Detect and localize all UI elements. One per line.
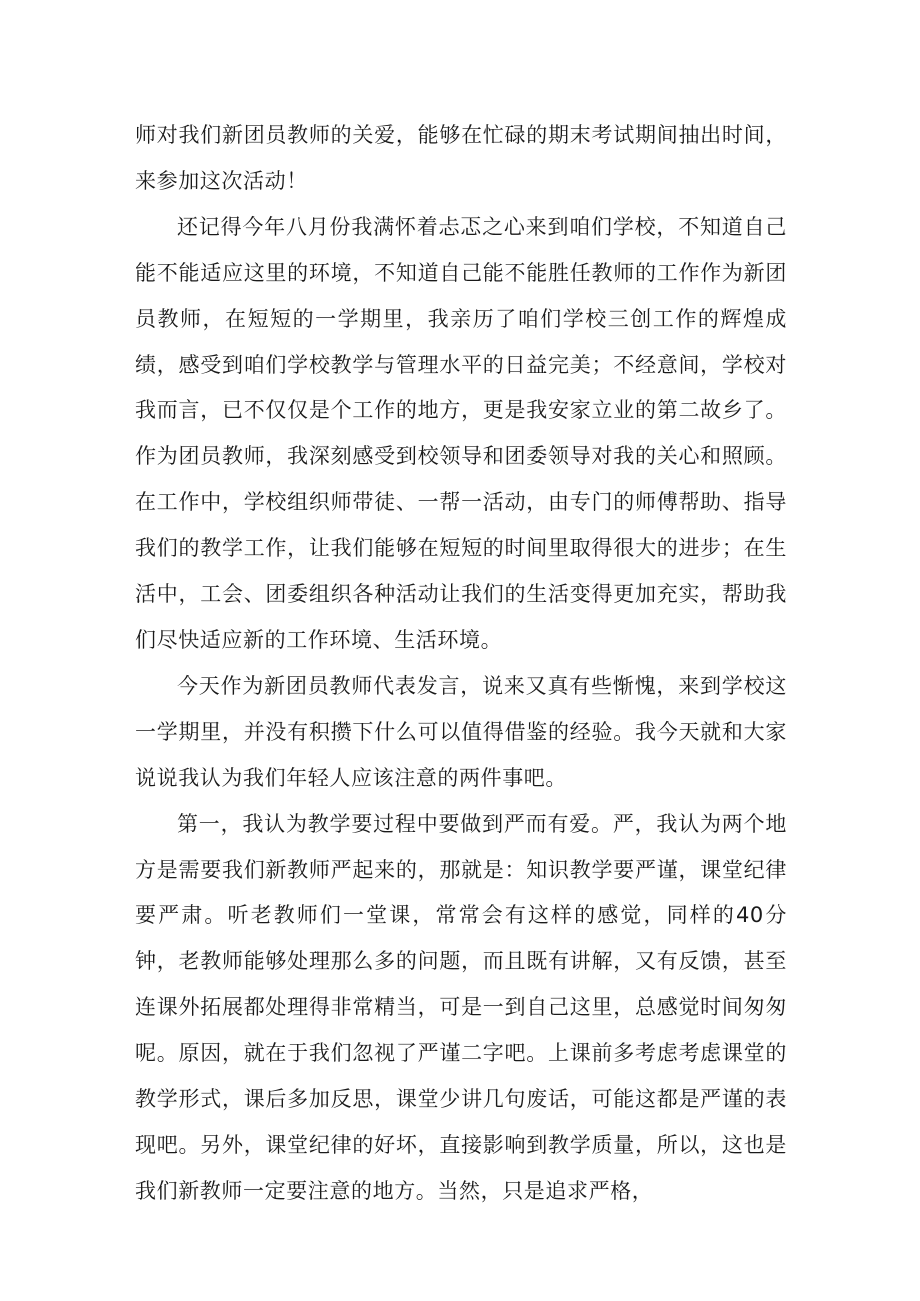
paragraph-school-experience: 还记得今年八月份我满怀着忐忑之心来到咱们学校，不知道自己能不能适应这里的环境，不知道自己能不能胜任教师的工作作为新团员教师，在短短的一学期里，我亲历了咱们学校三创工作的辉煌成绩，感受到咱们学校教学与管理水平的日益完美；不经意间，学校对我而言，已不仅仅是个工作的地方，更是我安家立业的第二故乡了。作为团员教师，我深刻感受到校领导和团委领导对我的关心和照顾。在工作中，学校组织师带徒、一帮一活动，由专门的师傅帮助、指导我们的教学工作，让我们能够在短短的时间里取得很大的进步；在生活中，工会、团委组织各种活动让我们的生活变得更加充实，帮助我们尽快适应新的工作环境、生活环境。 bbox=[135, 214, 787, 652]
paragraph-continuation: 师对我们新团员教师的关爱，能够在忙碌的期末考试期间抽出时间，来参加这次活动！ bbox=[135, 123, 787, 193]
document-body bbox=[135, 113, 787, 1215]
paragraph-speech-intro: 今天作为新团员教师代表发言，说来又真有些惭愧，来到学校这一学期里，并没有积攒下什么可以值得借鉴的经验。我今天就和大家说说我认为我们年轻人应该注意的两件事吧。 bbox=[135, 673, 787, 790]
paragraph-first-point: 第一，我认为教学要过程中要做到严而有爱。严，我认为两个地方是需要我们新教师严起来的，那就是：知识教学要严谨，课堂纪律要严肃。听老教师们一堂课，常常会有这样的感觉，同样的40分钟，老教师能够处理那么多的问题，而且既有讲解，又有反馈，甚至连课外拓展都处理得非常精当，可是一到自己这里，总感觉时间匆匆呢。原因，就在于我们忽视了严谨二字吧。上课前多考虑考虑课堂的教学形式，课后多加反思，课堂少讲几句废话，可能这都是严谨的表现吧。另外，课堂纪律的好坏，直接影响到教学质量，所以，这也是我们新教师一定要注意的地方。当然，只是追求严格， bbox=[135, 811, 787, 1203]
